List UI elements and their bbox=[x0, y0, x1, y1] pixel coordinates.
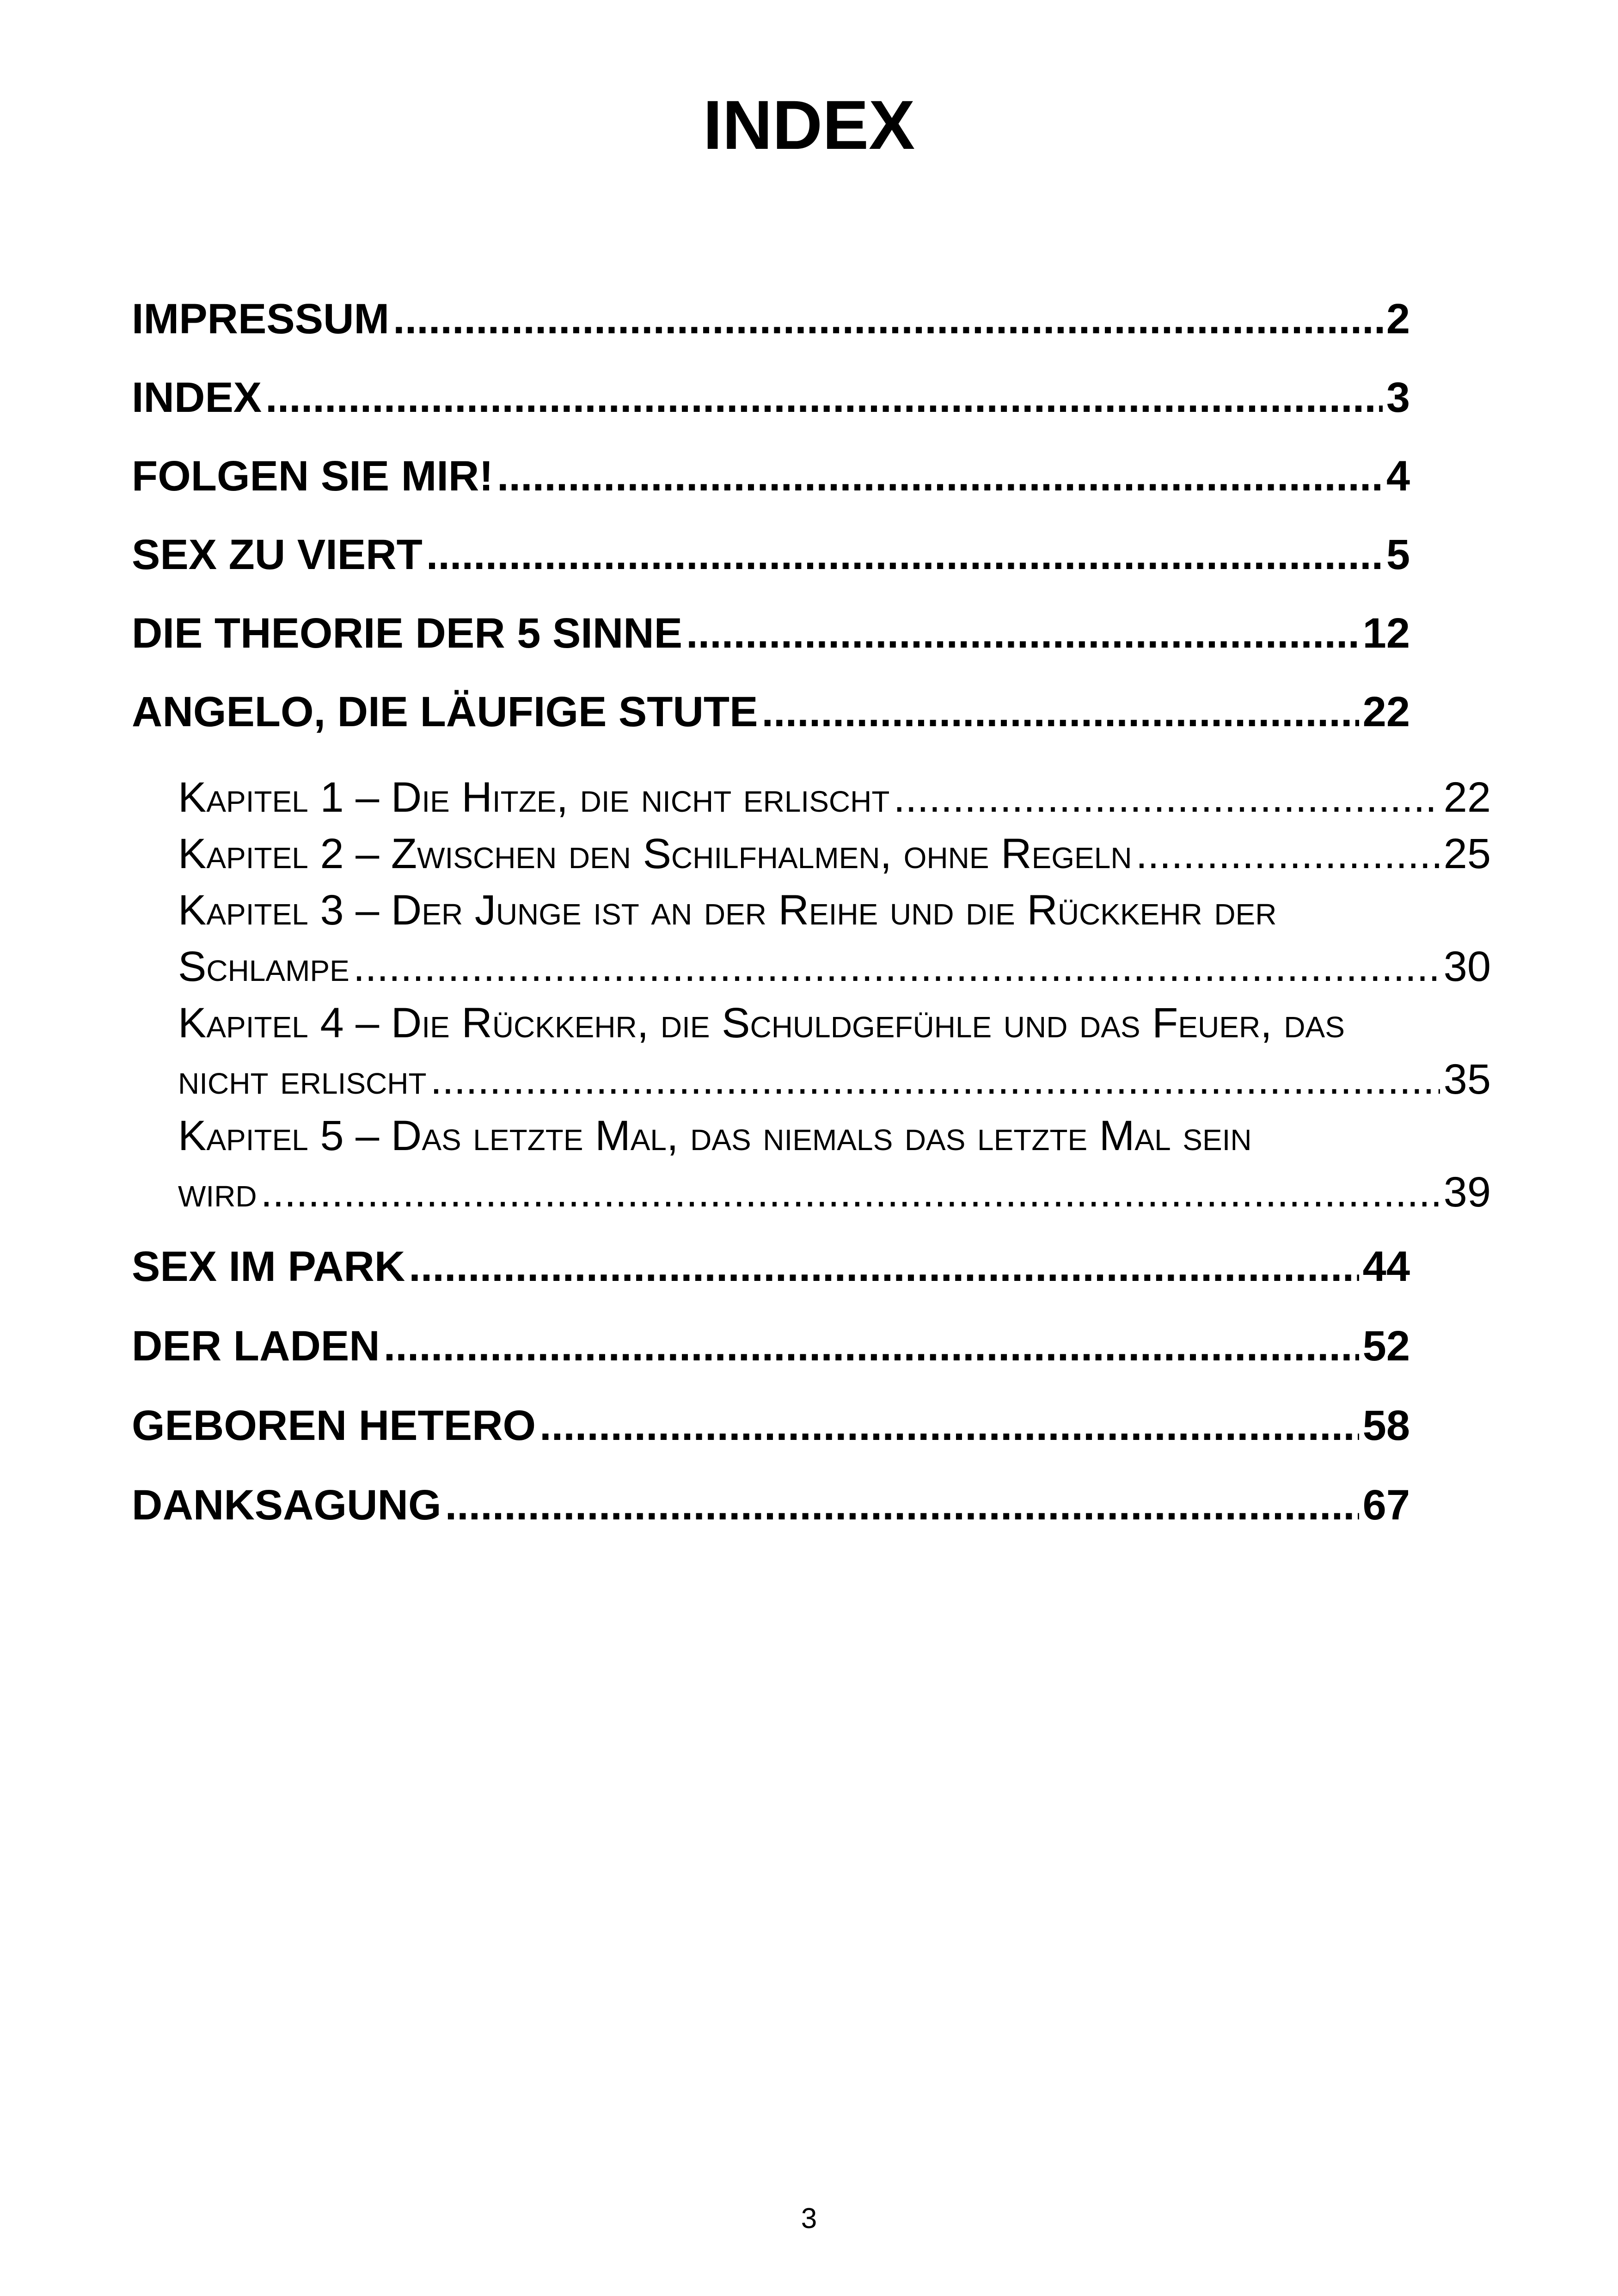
dot-leader bbox=[265, 370, 1383, 425]
dot-leader bbox=[445, 1477, 1359, 1533]
toc-entry-page: 22 bbox=[1362, 688, 1410, 735]
toc-chapter-5[interactable] bbox=[178, 1164, 1491, 1220]
dot-leader bbox=[426, 527, 1383, 582]
toc-entry-page: 58 bbox=[1362, 1402, 1410, 1449]
toc-entry-label: GEBOREN HETERO bbox=[132, 1402, 536, 1449]
toc-entry-label: DER LADEN bbox=[132, 1322, 380, 1370]
toc-chapter-label: wird bbox=[178, 1169, 257, 1216]
toc-entry-geboren-hetero[interactable] bbox=[132, 1398, 1410, 1453]
dot-leader bbox=[261, 1164, 1440, 1220]
toc-chapter-label: Kapitel 2 – Zwischen den Schilfhalmen, ohne Regeln bbox=[178, 830, 1132, 877]
dot-leader bbox=[686, 606, 1359, 661]
toc-chapter-4[interactable] bbox=[178, 1052, 1491, 1107]
toc-entry-label: ANGELO, DIE LÄUFIGE STUTE bbox=[132, 688, 758, 735]
dot-leader bbox=[893, 770, 1440, 825]
toc-chapter-5-line1[interactable]: Kapitel 5 – Das letzte Mal, das niemals das letzte Mal sein bbox=[178, 1112, 1252, 1159]
toc-entry-page: 5 bbox=[1386, 531, 1410, 578]
dot-leader bbox=[1136, 826, 1440, 882]
toc-chapter-3-line1[interactable]: Kapitel 3 – Der Junge ist an der Reihe und die Rückkehr der bbox=[178, 887, 1277, 934]
toc-entry-page: 44 bbox=[1362, 1243, 1410, 1290]
dot-leader bbox=[353, 939, 1440, 994]
toc-entry-label: DIE THEORIE DER 5 SINNE bbox=[132, 610, 683, 657]
dot-leader bbox=[409, 1239, 1359, 1294]
toc-chapter-label: Kapitel 1 – Die Hitze, die nicht erlischt bbox=[178, 774, 890, 821]
dot-leader bbox=[761, 684, 1359, 740]
toc-chapter-label: Schlampe bbox=[178, 943, 349, 990]
page-number: 3 bbox=[801, 2203, 817, 2235]
toc-entry-label: INDEX bbox=[132, 374, 262, 421]
toc-entry-label: SEX IM PARK bbox=[132, 1243, 405, 1290]
toc-entry-danksagung[interactable] bbox=[132, 1477, 1410, 1533]
toc-entry-page: 4 bbox=[1386, 453, 1410, 500]
toc-entry-label: SEX ZU VIERT bbox=[132, 531, 423, 578]
toc-entry-sex-im-park[interactable] bbox=[132, 1239, 1410, 1294]
toc-entry-page: 12 bbox=[1362, 610, 1410, 657]
dot-leader bbox=[430, 1052, 1440, 1107]
dot-leader bbox=[539, 1398, 1359, 1453]
toc-entry-page: 67 bbox=[1362, 1482, 1410, 1529]
toc-chapter-label: nicht erlischt bbox=[178, 1056, 427, 1103]
dot-leader bbox=[497, 448, 1383, 504]
toc-entry-sex-zu-viert[interactable] bbox=[132, 527, 1410, 582]
dot-leader bbox=[393, 291, 1383, 347]
toc-entry-index[interactable] bbox=[132, 370, 1410, 425]
toc-entry-folgen-sie-mir[interactable] bbox=[132, 448, 1410, 504]
toc-entry-label: FOLGEN SIE MIR! bbox=[132, 453, 493, 500]
page-title: INDEX bbox=[703, 86, 915, 164]
toc-chapter-page: 22 bbox=[1443, 774, 1491, 821]
dot-leader bbox=[384, 1318, 1359, 1374]
toc-entry-label: IMPRESSUM bbox=[132, 295, 390, 343]
toc-entry-page: 3 bbox=[1386, 374, 1410, 421]
toc-entry-page: 2 bbox=[1386, 295, 1410, 343]
toc-chapter-page: 30 bbox=[1443, 943, 1491, 990]
toc-entry-theorie-5-sinne[interactable] bbox=[132, 606, 1410, 661]
toc-chapter-page: 35 bbox=[1443, 1056, 1491, 1103]
toc-chapter-1[interactable] bbox=[178, 770, 1491, 825]
toc-chapter-3[interactable] bbox=[178, 939, 1491, 994]
toc-chapter-2[interactable] bbox=[178, 826, 1491, 882]
toc-chapter-page: 25 bbox=[1443, 830, 1491, 877]
toc-chapter-page: 39 bbox=[1443, 1169, 1491, 1216]
toc-entry-impressum[interactable] bbox=[132, 291, 1410, 347]
toc-entry-der-laden[interactable] bbox=[132, 1318, 1410, 1374]
toc-entry-label: DANKSAGUNG bbox=[132, 1482, 441, 1529]
toc-chapter-4-line1[interactable]: Kapitel 4 – Die Rückkehr, die Schuldgefühle und das Feuer, das bbox=[178, 999, 1345, 1047]
toc-entry-angelo[interactable] bbox=[132, 684, 1410, 740]
toc-entry-page: 52 bbox=[1362, 1322, 1410, 1370]
